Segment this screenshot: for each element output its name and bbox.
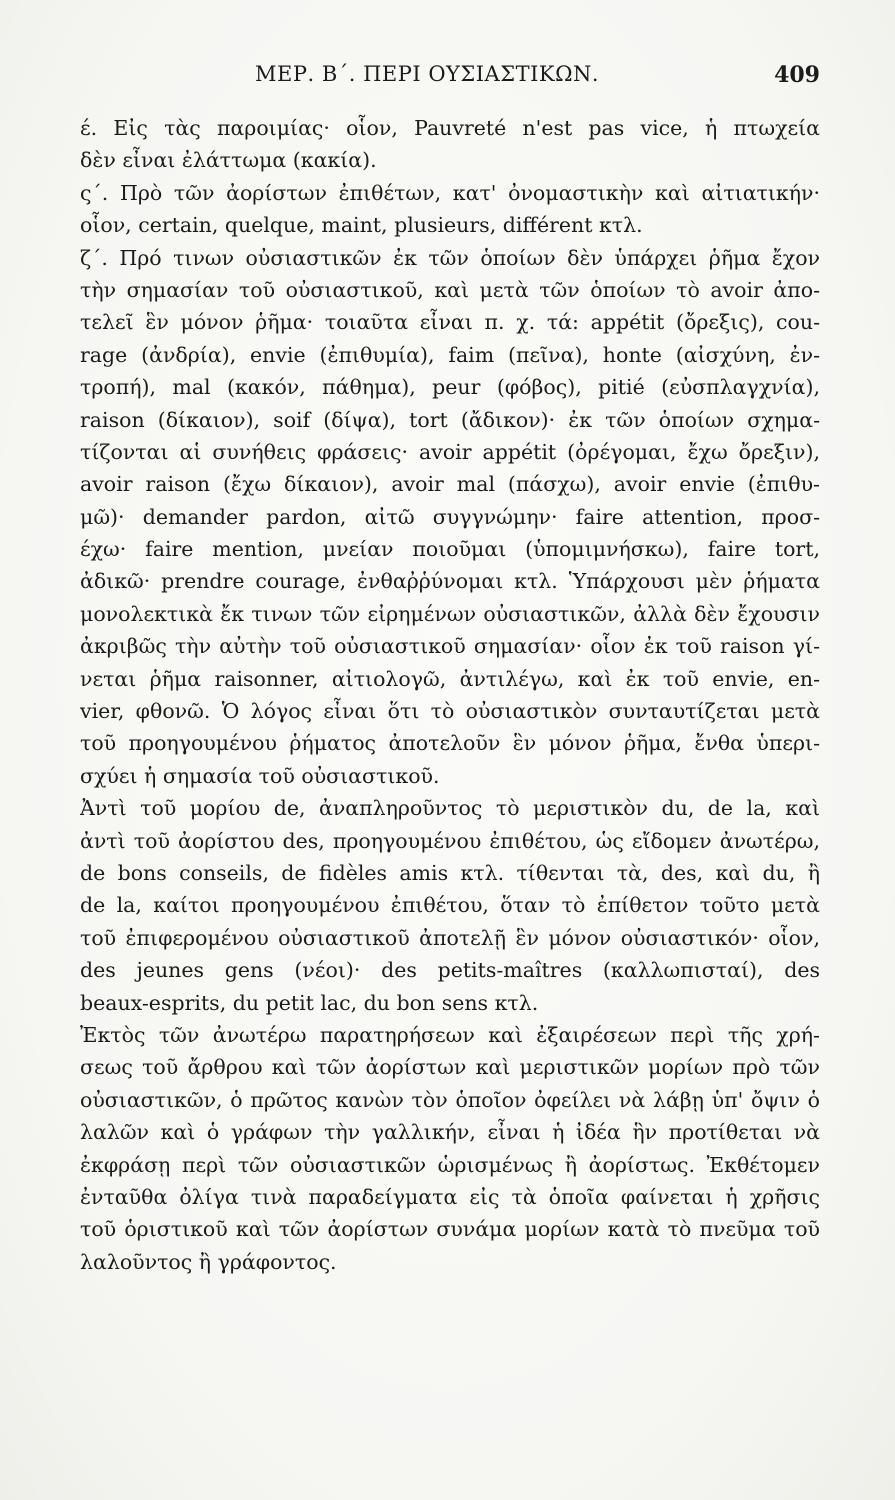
text-line: σχύει ἡ σημασία τοῦ οὐσιαστικοῦ. <box>80 763 440 788</box>
text-line: Ἀντὶ τοῦ μορίου de, ἀναπληροῦντος τὸ μεριστικὸν du, de la, καὶ <box>80 796 820 821</box>
text-line: raison (δίκαιον), soif (δίψα), tort (ἄδικον)· ἐκ τῶν ὁποίων σχημα- <box>80 407 820 432</box>
text-line: οὐσιαστικῶν, ὁ πρῶτος κανὼν τὸν ὁποῖον ὀφείλει νὰ λάβῃ ὑπ' ὄψιν ὁ <box>80 1087 820 1112</box>
text-line: ζ΄. Πρό τινων οὐσιαστικῶν ἐκ τῶν ὁποίων δὲν ὑπάρχει ῥῆμα ἔχον <box>80 245 820 270</box>
text-line: έ. Εἰς τὰς παροιμίας· οἷον, Pauvreté n'est pas vice, ἡ πτωχεία <box>80 116 820 140</box>
text-line: de la, καίτοι προηγουμένου ἐπιθέτου, ὅταν τὸ ἐπίθετον τοῦτο μετὰ <box>80 893 820 918</box>
text-line: οἷον, certain, quelque, maint, plusieurs, différent κτλ. <box>80 213 643 238</box>
text-line: λαλοῦντος ἢ γράφοντος. <box>80 1249 337 1274</box>
text-line: μονολεκτικὰ ἔκ τινων τῶν εἰρημένων οὐσιαστικῶν, ἀλλὰ δὲν ἔχουσιν <box>80 601 820 626</box>
text-line: ἀντὶ τοῦ ἀορίστου des, προηγουμένου ἐπιθέτου, ὡς εἴδομεν ἀνωτέρω, <box>80 828 820 853</box>
text-line: τοῦ ἐπιφερομένου οὐσιαστικοῦ ἀποτελῇ ἓν μόνον οὐσιαστικόν· οἷον, <box>80 925 820 950</box>
text-line: σεως τοῦ ἄρθρου καὶ τῶν ἀορίστων καὶ μεριστικῶν μορίων πρὸ τῶν <box>80 1055 820 1080</box>
text-line: de bons conseils, de fidèles amis κτλ. τίθενται τὰ, des, καὶ du, ἢ <box>80 860 820 885</box>
running-head <box>80 62 820 96</box>
text-line: ἐκφράσῃ περὶ τῶν οὐσιαστικῶν ὡρισμένως ἢ ἀορίστως. Ἐκθέτομεν <box>80 1152 820 1177</box>
text-line: δὲν εἶναι ἐλάττωμα (κακία). <box>80 148 377 173</box>
text-line: ς΄. Πρὸ τῶν ἀορίστων ἐπιθέτων, κατ' ὀνομαστικὴν καὶ αἰτιατικήν· <box>80 180 820 205</box>
text-line: rage (ἀνδρία), envie (ἐπιθυμία), faim (πεῖνα), honte (αἰσχύνη, ἐν- <box>80 342 820 367</box>
text-line: ἀκριβῶς τὴν αὐτὴν τοῦ οὐσιαστικοῦ σημασίαν· οἷον ἐκ τοῦ raison γί- <box>80 634 820 659</box>
text-line: beaux-esprits, du petit lac, du bon sens κτλ. <box>80 990 539 1015</box>
text-line: τοῦ ὁριστικοῦ καὶ τῶν ἀορίστων συνάμα μορίων κατὰ τὸ πνεῦμα τοῦ <box>80 1217 820 1242</box>
text-line: avoir raison (ἔχω δίκαιον), avoir mal (πάσχω), avoir envie (ἐπιθυ- <box>80 472 820 497</box>
text-line: vier, φθονῶ. Ὁ λόγος εἶναι ὅτι τὸ οὐσιαστικὸν συνταυτίζεται μετὰ <box>80 699 820 724</box>
text-line: μῶ)· demander pardon, αἰτῶ συγγνώμην· faire attention, προσ- <box>80 504 820 529</box>
page-number: 409 <box>774 62 820 88</box>
text-line: τελεῖ ἓν μόνον ῥῆμα· τοιαῦτα εἶναι π. χ. τά: appétit (ὄρεξις), cou- <box>80 310 820 335</box>
text-line: τροπή), mal (κακόν, πάθημα), peur (φόβος), pitié (εὐσπλαγχνία), <box>80 375 820 400</box>
text-line: des jeunes gens (νέοι)· des petits-maîtres (καλλωπισταί), des <box>80 958 820 983</box>
page-header-title: ΜΕΡ. Β΄. ΠΕΡΙ ΟΥΣΙΑΣΤΙΚΩΝ. <box>255 62 600 86</box>
text-line: έχω· faire mention, μνείαν ποιοῦμαι (ὑπομιμνήσκω), faire tort, <box>80 537 820 562</box>
text-line: τὴν σημασίαν τοῦ οὐσιαστικοῦ, καὶ μετὰ τῶν ὁποίων τὸ avoir ἀπο- <box>80 277 820 302</box>
text-line: λαλῶν καὶ ὁ γράφων τὴν γαλλικήν, εἶναι ἡ ἰδέα ἣν προτίθεται νὰ <box>80 1120 820 1145</box>
text-line: νεται ῥῆμα raisonner, αἰτιολογῶ, ἀντιλέγω, καὶ ἐκ τοῦ envie, en- <box>80 666 820 691</box>
text-line: τίζονται αἱ συνήθεις φράσεις· avoir appétit (ὀρέγομαι, ἔχω ὄρεξιν), <box>80 439 820 464</box>
text-line: ἀδικῶ· prendre courage, ἐνθαῤῥύνομαι κτλ. Ὑπάρχουσι μὲν ῥήματα <box>80 569 820 594</box>
text-line: Ἐκτὸς τῶν ἀνωτέρω παρατηρήσεων καὶ ἐξαιρέσεων περὶ τῆς χρή- <box>80 1022 820 1047</box>
body-text <box>80 112 820 1278</box>
text-line: ἐνταῦθα ὀλίγα τινὰ παραδείγματα εἰς τὰ ὁποῖα φαίνεται ἡ χρῆσις <box>80 1184 820 1209</box>
text-line: τοῦ προηγουμένου ῥήματος ἀποτελοῦν ἓν μόνον ῥῆμα, ἔνθα ὑπερι- <box>80 731 820 756</box>
